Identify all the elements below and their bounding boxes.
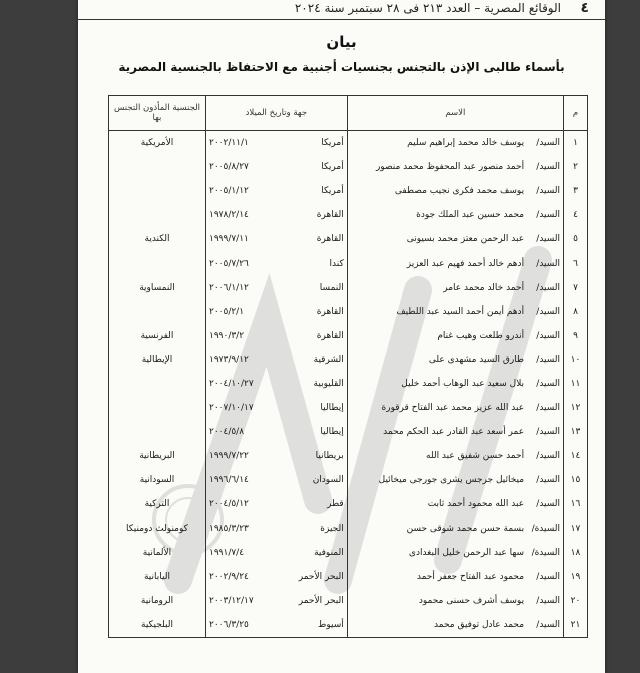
row-nationality: السودانية [109,468,206,492]
row-birth-place: السودان [294,468,348,492]
row-nationality: الألمانية [109,541,206,565]
row-nationality [109,155,206,179]
row-birth-date: ٢٠٠٥/٨/٢٧ [205,155,293,179]
row-nationality [109,372,206,396]
document-heading: بيان [326,33,357,51]
row-name: سها عبد الرحمن خليل البغدادى [347,541,527,565]
table-row [109,565,588,589]
row-name: أدهم خالد أحمد فهيم عبد العزيز [347,251,527,275]
page-number: ٤ [580,0,589,16]
col-birth-header: جهة وتاريخ الميلاد [205,96,347,131]
row-birth-place: البحر الأحمر [294,589,348,613]
row-birth-place: الجيزة [294,517,348,541]
row-title: السيد/ [527,613,563,638]
row-title: السيد/ [527,492,563,516]
col-number-header: م [564,96,588,131]
row-name: أحمد منصور عبد المحفوظ محمد منصور [347,155,527,179]
row-name: عبد الله عزيز محمد عبد الفتاح قرقورة [347,396,527,420]
row-nationality: الرومانية [109,589,206,613]
row-name: يوسف أشرف حسنى محمود [347,589,527,613]
row-birth-place: أمريكا [294,155,348,179]
row-birth-place: أمريكا [294,131,348,156]
running-title: الوقائع المصرية – العدد ٢١٣ فى ٢٨ سبتمبر سنة ٢٠٢٤ [294,1,561,15]
row-number: ٣ [564,179,588,203]
table-row [109,300,588,324]
row-nationality: البريطانية [109,444,206,468]
row-name: بلال سعيد عبد الوهاب أحمد خليل [347,372,527,396]
row-birth-date: ٢٠٠٥/٢/١ [205,300,293,324]
row-nationality [109,396,206,420]
row-name: أحمد حسن شفيق عبد الله [347,444,527,468]
table-row [109,517,588,541]
row-nationality: التركية [109,492,206,516]
row-number: ٩ [564,324,588,348]
table-row [109,348,588,372]
table-row [109,203,588,227]
row-title: السيد/ [527,468,563,492]
row-birth-place: القاهرة [294,227,348,251]
row-birth-date: ١٩٧٣/٩/١٢ [205,348,293,372]
row-birth-date: ٢٠٠٢/١١/١ [205,131,293,156]
row-number: ٨ [564,300,588,324]
table-row [109,276,588,300]
table-row [109,131,588,156]
row-title: السيد/ [527,276,563,300]
row-name: يوسف خالد محمد إبراهيم سليم [347,131,527,156]
row-birth-place: كندا [294,251,348,275]
row-title: السيد/ [527,420,563,444]
applicants-table [108,95,588,638]
row-number: ٧ [564,276,588,300]
row-name: عبد الله محمود أحمد ثابت [347,492,527,516]
row-name: محمد عادل توفيق محمد [347,613,527,638]
row-number: ١١ [564,372,588,396]
row-nationality: البلجيكية [109,613,206,638]
table-row [109,227,588,251]
table-row [109,613,588,638]
row-number: ١٥ [564,468,588,492]
row-nationality: الأمريكية [109,131,206,156]
table-row [109,179,588,203]
table-row [109,541,588,565]
row-title: السيد/ [527,589,563,613]
row-name: محمود عبد الفتاح جعفر أحمد [347,565,527,589]
row-number: ١٣ [564,420,588,444]
document-subheading: بأسماء طالبى الإذن بالتجنس بجنسيات أجنبية مع الاحتفاظ بالجنسية المصرية [118,60,565,74]
row-name: بسمة حسن محمد شوقى حسن [347,517,527,541]
row-title: السيد/ [527,348,563,372]
row-birth-place: بريطانيا [294,444,348,468]
row-name: ميخائيل جرجس يشرى جورجى ميخائيل [347,468,527,492]
row-name: عمر أسعد عبد القادر عبد الحكم محمد [347,420,527,444]
table-row [109,251,588,275]
row-nationality: اليابانية [109,565,206,589]
table-header-row [109,96,588,131]
table-row [109,372,588,396]
row-name: عبد الرحمن معتز محمد بسيونى [347,227,527,251]
row-birth-place: إيطاليا [294,420,348,444]
row-name: أدهم أيمن أحمد السيد عبد اللطيف [347,300,527,324]
row-title: السيد/ [527,227,563,251]
row-title: السيد/ [527,131,563,156]
row-number: ١٧ [564,517,588,541]
row-title: السيد/ [527,444,563,468]
table-row [109,444,588,468]
row-nationality: الفرنسية [109,324,206,348]
row-number: ١٠ [564,348,588,372]
document-page [78,0,605,673]
table-body [109,131,588,638]
table-row [109,324,588,348]
row-number: ١٨ [564,541,588,565]
row-birth-date: ٢٠٠٤/٥/١٢ [205,492,293,516]
row-birth-date: ١٩٩٠/٣/٢ [205,324,293,348]
row-birth-date: ٢٠٠٦/١/١٢ [205,276,293,300]
row-birth-place: المنوفية [294,541,348,565]
row-name: محمد حسين عبد الملك جودة [347,203,527,227]
table-row [109,155,588,179]
row-nationality [109,203,206,227]
row-birth-date: ٢٠٠٣/١٢/١٧ [205,589,293,613]
row-title: السيدة/ [527,517,563,541]
row-birth-place: القاهرة [294,300,348,324]
row-birth-date: ٢٠٠٤/٥/٨ [205,420,293,444]
table-row [109,589,588,613]
row-birth-date: ٢٠٠٢/٩/٢٤ [205,565,293,589]
row-title: السيد/ [527,300,563,324]
row-title: السيد/ [527,372,563,396]
table-row [109,468,588,492]
table-row [109,396,588,420]
row-nationality: الإيطالية [109,348,206,372]
row-nationality [109,420,206,444]
row-nationality: النمساوية [109,276,206,300]
row-birth-date: ٢٠٠٤/١٠/٢٧ [205,372,293,396]
table-row [109,492,588,516]
row-birth-date: ٢٠٠٥/٧/٢٦ [205,251,293,275]
row-title: السيد/ [527,565,563,589]
row-title: السيدة/ [527,541,563,565]
row-title: السيد/ [527,203,563,227]
row-number: ٢ [564,155,588,179]
row-birth-place: الشرقية [294,348,348,372]
row-nationality: الكندية [109,227,206,251]
col-nationality-header: الجنسية المأذون التجنس بها [109,96,206,131]
row-birth-place: القاهرة [294,203,348,227]
row-name: طارق السيد مشهدى على [347,348,527,372]
row-birth-place: النمسا [294,276,348,300]
row-birth-date: ٢٠٠٦/٣/٢٥ [205,613,293,638]
row-birth-place: القاهرة [294,324,348,348]
row-title: السيد/ [527,251,563,275]
row-nationality: كومنولث دومنيكا [109,517,206,541]
row-title: السيد/ [527,179,563,203]
row-birth-place: قطر [294,492,348,516]
running-header [78,0,605,20]
row-title: السيد/ [527,324,563,348]
row-number: ١٩ [564,565,588,589]
row-birth-date: ١٩٩٩/٧/٢٢ [205,444,293,468]
row-name: أندرو طلعت وهيب غنام [347,324,527,348]
row-birth-date: ٢٠٠٧/١٠/١٧ [205,396,293,420]
row-birth-date: ١٩٩١/٧/٤ [205,541,293,565]
col-name-header: الاسم [347,96,563,131]
row-number: ٤ [564,203,588,227]
row-birth-date: ٢٠٠٥/١/١٢ [205,179,293,203]
row-nationality [109,251,206,275]
row-title: السيد/ [527,396,563,420]
row-birth-date: ١٩٩٦/٦/١٤ [205,468,293,492]
row-birth-place: القليوبية [294,372,348,396]
row-birth-place: أسيوط [294,613,348,638]
row-birth-place: البحر الأحمر [294,565,348,589]
row-number: ٢٠ [564,589,588,613]
row-nationality [109,179,206,203]
row-number: ٢١ [564,613,588,638]
row-number: ٥ [564,227,588,251]
row-number: ١٤ [564,444,588,468]
row-title: السيد/ [527,155,563,179]
row-birth-date: ١٩٨٥/٣/٢٣ [205,517,293,541]
row-number: ١٢ [564,396,588,420]
row-name: أحمد خالد محمد عامر [347,276,527,300]
row-birth-place: أمريكا [294,179,348,203]
row-number: ٦ [564,251,588,275]
row-number: ١ [564,131,588,156]
row-birth-date: ١٩٧٨/٢/١٤ [205,203,293,227]
row-name: يوسف محمد فكرى نجيب مصطفى [347,179,527,203]
row-birth-date: ١٩٩٩/٧/١١ [205,227,293,251]
row-number: ١٦ [564,492,588,516]
row-nationality [109,300,206,324]
row-birth-place: إيطاليا [294,396,348,420]
table-row [109,420,588,444]
